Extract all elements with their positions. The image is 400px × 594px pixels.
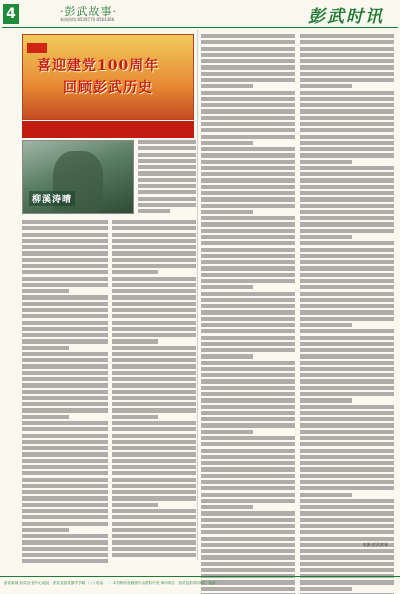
feature-banner-image: [22, 34, 194, 120]
photo-side-text: [138, 140, 196, 214]
news-hotline: 新闻热线:8549770 8564366: [60, 17, 115, 22]
article-column-left: [22, 220, 108, 565]
column-label: ·彭武故事·: [60, 5, 117, 18]
banner-title-line2: 回顾彭武历史: [63, 80, 153, 96]
article-source: 来源 彭武故事: [362, 542, 388, 547]
page-header: [0, 0, 400, 28]
banner-caption-strip: [22, 121, 194, 138]
masthead-title: 彭武时讯: [308, 7, 384, 27]
banner-title-line1: 喜迎建党100周年: [37, 58, 160, 74]
photo-title: 柳溪涛晴: [29, 191, 75, 206]
party-flag-icon: [27, 43, 47, 53]
article-column-left-2: [112, 220, 196, 559]
article-column-center: [201, 34, 295, 594]
landscape-photo: [22, 140, 134, 214]
page-number: 4: [3, 4, 19, 24]
header-divider: [2, 27, 398, 28]
article-column-right: [300, 34, 394, 594]
page-footer: [0, 576, 400, 594]
footer-imprint: 彭武新闻·彭武首·彭中心地址：彭武县彭武镇中学路 ｜ 门 电话： ｜ 本刊物所登载图片由资料中发 承印单位：彭武县彭武印刷厂 电话：: [4, 581, 220, 585]
column-divider: [197, 30, 198, 560]
